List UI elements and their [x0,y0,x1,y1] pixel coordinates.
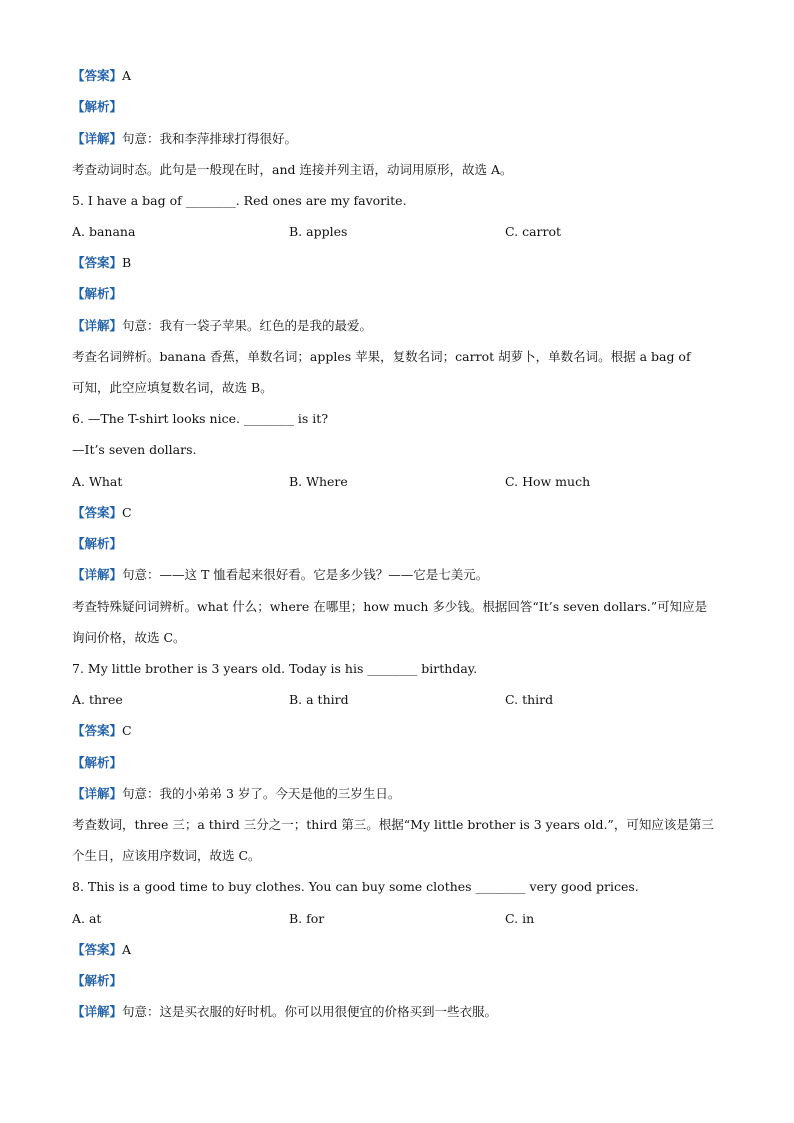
detail-tag: 【详解】 [72,318,123,333]
detail-tag: 【详解】 [72,567,123,582]
explanation-text: 考查名词辨析。banana 香蕉，单数名词；apples 苹果，复数名词；carrot 胡萝卜，单数名词。根据 a bag of [72,349,691,364]
detail-line [72,786,400,802]
explanation-text: 考查数词，three 三；a third 三分之一；third 第三。根据“My little brother is 3 years old.”，可知应该是第三 [72,817,714,832]
question-8: 8. This is a good time to buy clothes. You can buy some clothes ________ very good prices. [72,879,639,894]
analysis-line [72,973,122,989]
q7-option-c: C. third [505,692,554,707]
detail-line [72,567,488,583]
answer-line [72,942,131,958]
explanation-text: 个生日，应该用序数词，故选 C。 [72,848,261,863]
q8-option-c: C. in [505,911,535,926]
analysis-line [72,755,122,771]
q5-option-c: C. carrot [505,224,562,239]
q8-option-a: A. at [72,911,102,926]
detail-line [72,318,372,334]
answer-value: A [122,68,132,83]
analysis-line [72,536,122,552]
q8-option-b: B. for [289,911,325,926]
analysis-tag: 【解析】 [72,973,123,988]
detail-tag: 【详解】 [72,131,123,146]
detail-line [72,1004,497,1020]
analysis-tag: 【解析】 [72,286,123,301]
question-5: 5. I have a bag of ________. Red ones are my favorite. [72,193,407,208]
question-7: 7. My little brother is 3 years old. Today is his ________ birthday. [72,661,478,676]
answer-value: A [122,942,132,957]
q6-option-c: C. How much [505,474,591,489]
explanation-text: 可知，此空应填复数名词，故选 B。 [72,380,273,395]
answer-value: C [122,723,132,738]
detail-line [72,131,297,147]
explanation-text: 询问价格，故选 C。 [72,630,186,645]
q7-option-a: A. three [72,692,123,707]
detail-text: 句意：我有一袋子苹果。红色的是我的最爱。 [122,318,373,333]
detail-text: 句意：——这 T 恤看起来很好看。它是多少钱？——它是七美元。 [122,567,489,582]
answer-value: B [122,255,132,270]
answer-line [72,255,131,271]
detail-text: 句意：这是买衣服的好时机。你可以用很便宜的价格买到一些衣服。 [122,1004,498,1019]
explanation-text: 考查动词时态。此句是一般现在时，and 连接并列主语，动词用原形，故选 A。 [72,162,513,177]
answer-tag: 【答案】 [72,505,123,520]
analysis-line [72,286,122,302]
answer-tag: 【答案】 [72,68,123,83]
q5-option-a: A. banana [72,224,136,239]
explanation-text: 考查特殊疑问词辨析。what 什么；where 在哪里；how much 多少钱。根据回答“It’s seven dollars.”可知应是 [72,599,708,614]
detail-text: 句意：我的小弟弟 3 岁了。今天是他的三岁生日。 [122,786,401,801]
q6-option-b: B. Where [289,474,348,489]
q7-option-b: B. a third [289,692,349,707]
question-6: 6. —The T-shirt looks nice. ________ is it? [72,411,329,426]
analysis-tag: 【解析】 [72,536,123,551]
q6-option-a: A. What [72,474,123,489]
answer-line [72,505,132,521]
q5-option-b: B. apples [289,224,348,239]
answer-line [72,723,132,739]
detail-tag: 【详解】 [72,786,123,801]
analysis-tag: 【解析】 [72,99,123,114]
detail-text: 句意：我和李萍排球打得很好。 [122,131,298,146]
answer-tag: 【答案】 [72,255,123,270]
detail-tag: 【详解】 [72,1004,123,1019]
answer-tag: 【答案】 [72,723,123,738]
answer-line [72,68,131,84]
answer-value: C [122,505,132,520]
question-6-reply: —It’s seven dollars. [72,442,197,457]
analysis-line [72,99,122,115]
answer-tag: 【答案】 [72,942,123,957]
analysis-tag: 【解析】 [72,755,123,770]
